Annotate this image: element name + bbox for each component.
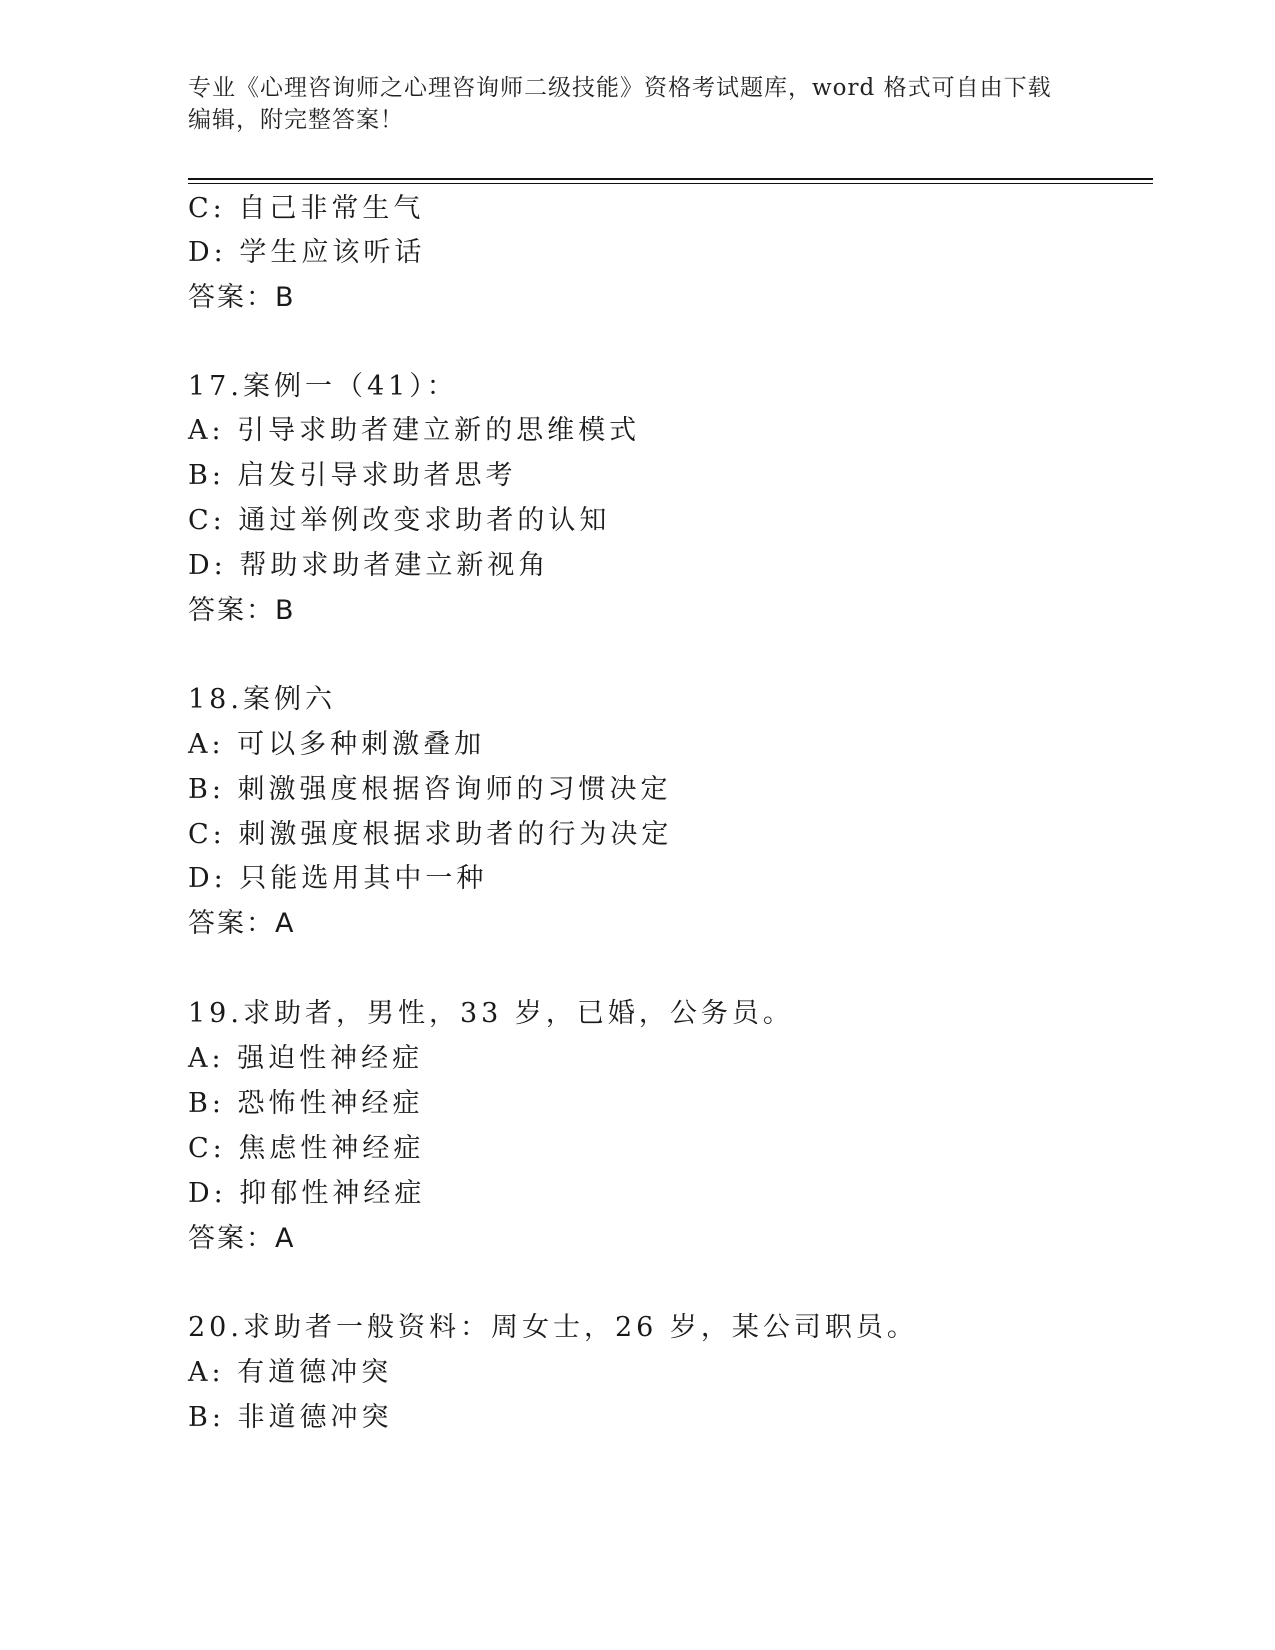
q17-option-b: B: 启发引导求助者思考 [188, 460, 517, 491]
q19-option-b: B: 恐怖性神经症 [188, 1088, 424, 1119]
prev-answer: 答案：B [188, 282, 296, 313]
q19-option-c: C: 焦虑性神经症 [188, 1133, 425, 1164]
q19-title: 19.求助者，男性，33 岁，已婚，公务员。 [188, 998, 794, 1029]
q17-title: 17.案例一（41）： [188, 371, 458, 402]
prev-option-d: D: 学生应该听话 [188, 237, 426, 268]
q19-answer: 答案：A [188, 1223, 296, 1254]
q18-title: 18.案例六 [188, 684, 336, 715]
q17-option-d: D: 帮助求助者建立新视角 [188, 550, 550, 581]
q20-option-b: B: 非道德冲突 [188, 1402, 393, 1433]
q18-option-c: C: 刺激强度根据求助者的行为决定 [188, 819, 673, 850]
header-line-2: 编辑，附完整答案！ [188, 107, 404, 133]
prev-option-c: C: 自己非常生气 [188, 193, 425, 224]
q17-answer: 答案：B [188, 595, 296, 626]
header-line-1: 专业《心理咨询师之心理咨询师二级技能》资格考试题库，word 格式可自由下载 [188, 75, 1052, 101]
q17-option-a: A: 引导求助者建立新的思维模式 [188, 415, 641, 446]
q17-option-c: C: 通过举例改变求助者的认知 [188, 505, 611, 536]
header-rule-thin [188, 183, 1153, 184]
q18-option-b: B: 刺激强度根据咨询师的习惯决定 [188, 774, 672, 805]
q20-option-a: A: 有道德冲突 [188, 1357, 393, 1388]
q18-option-d: D: 只能选用其中一种 [188, 863, 488, 894]
document-header [188, 72, 1068, 136]
q18-option-a: A: 可以多种刺激叠加 [188, 729, 486, 760]
header-rule-thick [188, 178, 1153, 180]
q19-option-a: A: 强迫性神经症 [188, 1043, 424, 1074]
q20-title: 20.求助者一般资料：周女士，26 岁，某公司职员。 [188, 1312, 918, 1343]
q19-option-d: D: 抑郁性神经症 [188, 1178, 426, 1209]
q18-answer: 答案：A [188, 908, 296, 939]
